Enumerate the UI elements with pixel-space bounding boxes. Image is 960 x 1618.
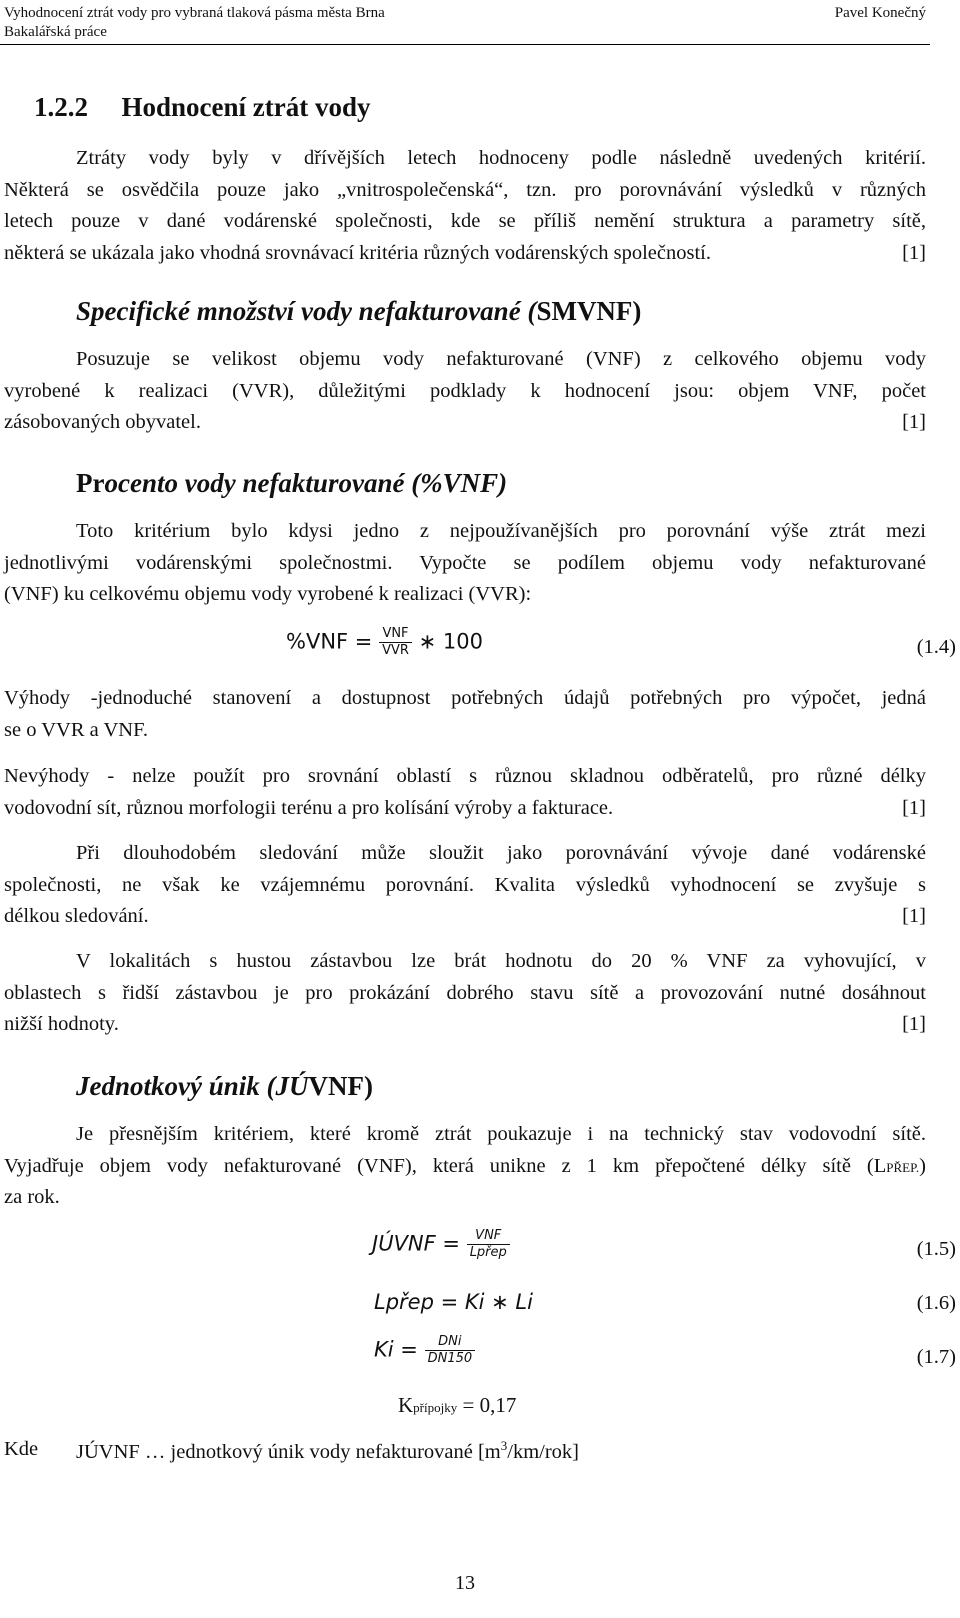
para-line: Je přesnějším kritériem, které kromě ztrát poukazuje i na technický stav vodovodní sítě. [76, 1123, 926, 1145]
cons-paragraph [4, 761, 926, 824]
equation-1-6: Lpřep = Ki ∗ Li [374, 1290, 533, 1314]
para-line: V lokalitách s hustou zástavbou lze brát hodnotu do 20 % VNF za vyhovující, v [76, 950, 926, 972]
para-line: nižší hodnoty. [1] [4, 1009, 926, 1041]
para-line: zásobovaných obyvatel. [1] [4, 407, 926, 439]
page-number: 13 [455, 1572, 475, 1594]
section-heading [34, 92, 371, 123]
para-line: Při dlouhodobém sledování může sloužit jako porovnávání vývoje dané vodárenské [76, 842, 926, 864]
heading-pvnf: Procento vody nefakturované (%VNF) [76, 468, 508, 498]
citation: [1] [902, 1013, 926, 1035]
where-label: Kde [4, 1438, 39, 1460]
subscript: PŘEP. [886, 1159, 920, 1175]
equation-number: (1.4) [916, 636, 956, 658]
intro-line: letech pouze v dané vodárenské společnosti, kde se příliš nemění struktura a parametry sítě, [4, 210, 926, 232]
para-line: Vyjadřuje objem vody nefakturované (VNF), která unikne z 1 km přepočtené délky sítě (LPŘEP.) [4, 1154, 926, 1177]
equation-1-7: Ki = $\frac{\text{DNi}}{DN150}$ [374, 1334, 475, 1367]
para-line: jednotlivými vodárenskými společnostmi. Vypočte se podílem objemu vody nefakturované [4, 551, 926, 574]
equation-number: (1.5) [916, 1238, 956, 1260]
section-number: 1.2.2 [34, 92, 88, 122]
intro-line: Ztráty vody byly v dřívějších letech hodnoceny podle následně uvedených kritérií. [76, 147, 926, 169]
intro-line: Některá se osvědčila pouze jako „vnitrospolečenská“, tzn. pro porovnávání výsledků v různých [4, 178, 926, 201]
heading-smvnf: Specifické množství vody nefakturované (SMVNF) [76, 296, 642, 326]
running-header [0, 0, 930, 45]
fraction: $\frac{\text{VNF}}{\text{VVR}}$ [379, 626, 412, 659]
fraction: $\frac{\text{VNF}}{\text{Lpřep}}$ [467, 1228, 510, 1261]
para-line: za rok. [4, 1186, 60, 1208]
citation: [1] [902, 905, 926, 927]
para-line: Toto kritérium bylo kdysi jedno z nejpoužívanějších pro porovnání výše ztrát mezi [76, 520, 926, 542]
where-definition: JÚVNF … jednotkový únik vody nefakturované $[m^3/km/rok]$ [76, 1438, 579, 1463]
para-line: Posuzuje se velikost objemu vody nefakturované (VNF) z celkového objemu vody [76, 348, 926, 370]
para-line: délkou sledování. [1] [4, 901, 926, 933]
header-subtitle: Bakalářská práce [4, 24, 107, 40]
smvnf-paragraph [4, 344, 926, 439]
para-line: se o VVR a VNF. [4, 718, 148, 741]
intro-line: některá se ukázala jako vhodná srovnávací kritéria různých vodárenských společností. [1] [4, 238, 926, 270]
fraction: $\frac{\text{DNi}}{DN150}$ [425, 1334, 476, 1367]
equation-number: (1.6) [916, 1292, 956, 1314]
k-constant: Kpřípojky = 0,17 [398, 1393, 517, 1417]
pros-paragraph [4, 683, 926, 746]
header-author: Pavel Konečný [834, 5, 926, 21]
localities-paragraph [4, 946, 926, 1041]
para-line: vodovodní sít, různou morfologii terénu a pro kolísání výroby a fakturace. [1] [4, 793, 926, 825]
para-line: Výhody -jednoduché stanovení a dostupnost potřebných údajů potřebných pro výpočet, jedná [4, 687, 926, 709]
para-line: oblastech s řidší zástavbou je pro prokázání dobrého stavu sítě a provozování nutné dosáhnout [4, 981, 926, 1004]
header-title: Vyhodnocení ztrát vody pro vybraná tlaková pásma města Brna [4, 5, 385, 21]
para-line: společnosti, ne však ke vzájemnému porovnání. Kvalita výsledků vyhodnocení se zvyšuje s [4, 873, 926, 896]
equation-1-5: JÚVNF = $\frac{\text{VNF}}{\text{Lpřep}}$ [372, 1228, 510, 1261]
pvnf-paragraph [4, 516, 926, 611]
equation-1-4: %VNF = $\frac{\text{VNF}}{\text{VVR}}$ ∗ 100 [286, 626, 483, 658]
citation: [1] [902, 796, 926, 819]
intro-paragraph [4, 143, 926, 269]
citation: [1] [902, 241, 926, 264]
juvnf-paragraph [4, 1119, 926, 1214]
para-line: (VNF) ku celkovému objemu vody vyrobené k realizaci (VVR): [4, 583, 532, 605]
equation-number: (1.7) [916, 1346, 956, 1368]
para-line: Nevýhody - nelze použít pro srovnání oblastí s různou skladnou odběratelů, pro různé délky [4, 765, 926, 787]
citation: [1] [902, 411, 926, 433]
para-line: vyrobené k realizaci (VVR), důležitými podklady k hodnocení jsou: objem VNF, počet [4, 379, 926, 402]
section-title: Hodnocení ztrát vody [121, 92, 371, 122]
heading-juvnf: Jednotkový únik (JÚVNF) [76, 1071, 373, 1101]
longterm-paragraph [4, 838, 926, 933]
